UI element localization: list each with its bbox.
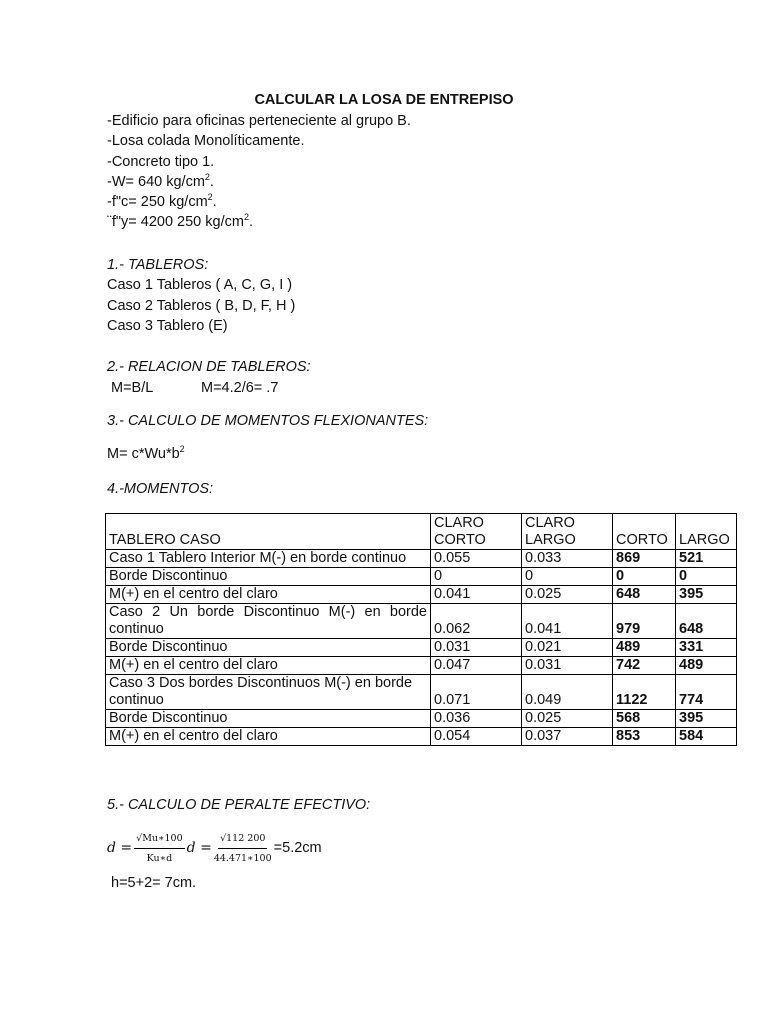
largo-cell: 0 bbox=[676, 568, 737, 586]
table-row bbox=[106, 657, 737, 675]
row-label: Caso 3 Dos bordes Discontinuos M(-) en borde continuo bbox=[106, 675, 431, 710]
corto-cell: 742 bbox=[613, 657, 676, 675]
row-label: Caso 1 Tablero Interior M(-) en borde continuo bbox=[106, 550, 431, 568]
header-largo: LARGO bbox=[676, 514, 737, 550]
claro-corto-cell: 0.041 bbox=[431, 586, 522, 604]
largo-cell: 521 bbox=[676, 550, 737, 568]
corto-cell: 853 bbox=[613, 728, 676, 746]
corto-cell: 979 bbox=[613, 604, 676, 639]
row-label: Borde Discontinuo bbox=[106, 568, 431, 586]
d-symbol-1: d = bbox=[107, 840, 133, 856]
claro-corto-cell: 0 bbox=[431, 568, 522, 586]
claro-largo-cell: 0.025 bbox=[522, 586, 613, 604]
fraction-1 bbox=[134, 830, 185, 867]
largo-cell: 584 bbox=[676, 728, 737, 746]
fy-line: ¨f"y= 4200 250 $kg/cm^2$. bbox=[107, 212, 253, 230]
row-label: M(+) en el centro del claro bbox=[106, 657, 431, 675]
relation-formula: M=B/L bbox=[111, 380, 154, 396]
row-label: Borde Discontinuo bbox=[106, 710, 431, 728]
table-header-row bbox=[106, 514, 737, 550]
document-title: CALCULAR LA LOSA DE ENTREPISO bbox=[254, 92, 514, 108]
header-claro-corto: CLARO CORTO bbox=[431, 514, 522, 550]
h-result: h=5+2= 7cm. bbox=[111, 875, 197, 891]
fraction-1-numerator: √Mu∗100 bbox=[134, 830, 185, 849]
tableros-case-3: Caso 3 Tablero (E) bbox=[107, 318, 228, 334]
row-label: Borde Discontinuo bbox=[106, 639, 431, 657]
claro-largo-cell: 0.021 bbox=[522, 639, 613, 657]
section-4-heading: 4.-MOMENTOS: bbox=[107, 481, 214, 497]
header-corto: CORTO bbox=[613, 514, 676, 550]
corto-cell: 568 bbox=[613, 710, 676, 728]
table-row bbox=[106, 639, 737, 657]
table-row bbox=[106, 586, 737, 604]
tableros-case-2: Caso 2 Tableros ( B, D, F, H ) bbox=[107, 298, 296, 314]
corto-cell: 869 bbox=[613, 550, 676, 568]
claro-corto-cell: 0.031 bbox=[431, 639, 522, 657]
largo-cell: 331 bbox=[676, 639, 737, 657]
corto-cell: 489 bbox=[613, 639, 676, 657]
table-row bbox=[106, 710, 737, 728]
row-label: Caso 2 Un borde Discontinuo M(-) en borde continuo bbox=[106, 604, 431, 639]
section-5-heading: 5.- CALCULO DE PERALTE EFECTIVO: bbox=[107, 797, 371, 813]
moments-table bbox=[105, 513, 737, 746]
largo-cell: 395 bbox=[676, 586, 737, 604]
corto-cell: 0 bbox=[613, 568, 676, 586]
fraction-1-denominator: Ku∗d bbox=[146, 853, 173, 864]
section-3-heading: 3.- CALCULO DE MOMENTOS FLEXIONANTES: bbox=[107, 413, 429, 429]
fc-line: -f"c= 250 $kg/cm^2$. bbox=[107, 192, 217, 210]
section-2-heading: 2.- RELACION DE TABLEROS: bbox=[107, 359, 311, 375]
claro-corto-cell: 0.036 bbox=[431, 710, 522, 728]
claro-largo-cell: 0.033 bbox=[522, 550, 613, 568]
tableros-case-1: Caso 1 Tableros ( A, C, G, I ) bbox=[107, 277, 293, 293]
claro-largo-cell: 0.049 bbox=[522, 675, 613, 710]
d-symbol-2: d = bbox=[186, 840, 212, 856]
corto-cell: 648 bbox=[613, 586, 676, 604]
row-label: M(+) en el centro del claro bbox=[106, 728, 431, 746]
table-row bbox=[106, 568, 737, 586]
table-row bbox=[106, 728, 737, 746]
claro-largo-cell: 0 bbox=[522, 568, 613, 586]
claro-corto-cell: 0.047 bbox=[431, 657, 522, 675]
largo-cell: 489 bbox=[676, 657, 737, 675]
claro-corto-cell: 0.055 bbox=[431, 550, 522, 568]
fraction-2-numerator: √112 200 bbox=[218, 830, 267, 849]
intro-line-2: -Losa colada Monolíticamente. bbox=[107, 133, 305, 149]
w-line: -W= 640 $kg/cm^2$. bbox=[107, 172, 214, 190]
claro-largo-cell: 0.041 bbox=[522, 604, 613, 639]
claro-corto-cell: 0.062 bbox=[431, 604, 522, 639]
intro-line-1: -Edificio para oficinas perteneciente al grupo B. bbox=[107, 113, 411, 129]
claro-corto-cell: 0.054 bbox=[431, 728, 522, 746]
header-claro-largo: CLARO LARGO bbox=[522, 514, 613, 550]
peralte-result: =5.2cm bbox=[273, 840, 322, 856]
intro-line-3: -Concreto tipo 1. bbox=[107, 154, 215, 170]
relation-value: M=4.2/6= .7 bbox=[201, 380, 279, 396]
table-row bbox=[106, 675, 737, 710]
section-1-heading: 1.- TABLEROS: bbox=[107, 257, 209, 273]
moment-formula: $M= c*Wu*b^2$ bbox=[107, 444, 185, 462]
row-label: M(+) en el centro del claro bbox=[106, 586, 431, 604]
claro-largo-cell: 0.025 bbox=[522, 710, 613, 728]
table-row bbox=[106, 550, 737, 568]
header-tablero-caso: TABLERO CASO bbox=[106, 514, 431, 550]
largo-cell: 648 bbox=[676, 604, 737, 639]
claro-largo-cell: 0.037 bbox=[522, 728, 613, 746]
table-row bbox=[106, 604, 737, 639]
largo-cell: 395 bbox=[676, 710, 737, 728]
fraction-2 bbox=[214, 830, 272, 867]
largo-cell: 774 bbox=[676, 675, 737, 710]
claro-corto-cell: 0.071 bbox=[431, 675, 522, 710]
peralte-formula bbox=[107, 830, 322, 867]
fraction-2-denominator: 44.471∗100 bbox=[213, 853, 272, 864]
corto-cell: 1122 bbox=[613, 675, 676, 710]
claro-largo-cell: 0.031 bbox=[522, 657, 613, 675]
